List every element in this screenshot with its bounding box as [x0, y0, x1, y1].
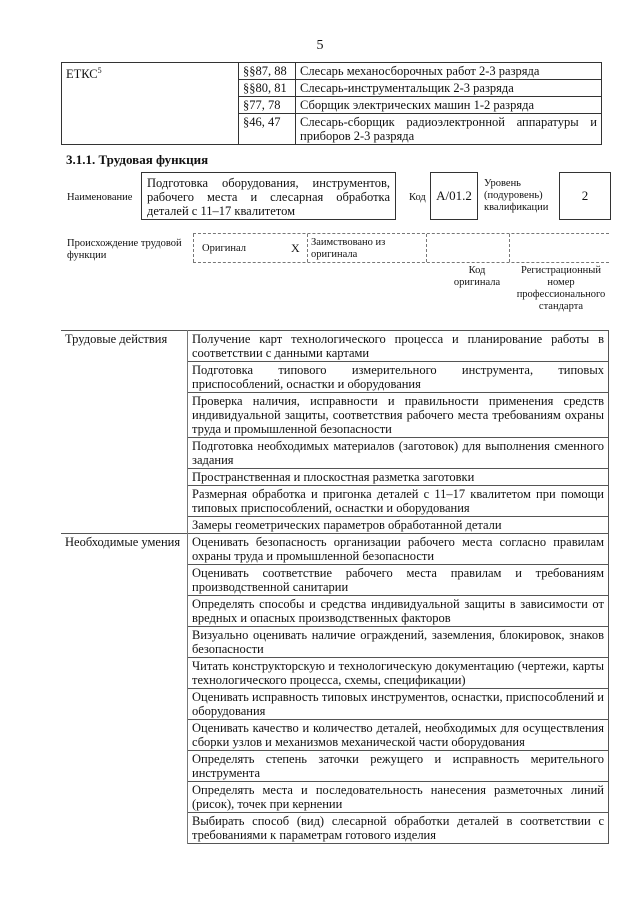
- etks-footnote: 5: [97, 66, 102, 75]
- skills-item: Оценивать соответствие рабочего места правилам и требованиям производственной санитарии: [188, 565, 609, 596]
- code-caption: Код оригинала: [453, 265, 501, 288]
- functions-table: [61, 330, 609, 844]
- skills-item: Читать конструкторскую и технологическую документацию (чертежи, карты технологического процесса, схемы, спецификации): [188, 658, 609, 689]
- divider: [307, 234, 309, 262]
- etks-table: [61, 62, 602, 145]
- etks-code: §§87, 88: [239, 63, 296, 80]
- labor-actions-item: Подготовка необходимых материалов (заготовок) для выполнения сменного задания: [188, 438, 609, 469]
- borrowed-label: Заимствовано из оригинала: [311, 237, 386, 260]
- divider: [426, 234, 428, 262]
- skills-item: Оценивать исправность типовых инструментов, оснастки, приспособлений и оборудования: [188, 689, 609, 720]
- origin-label: Происхождение трудовой функции: [67, 238, 182, 261]
- labor-actions-label: Трудовые действия: [61, 331, 188, 534]
- etks-title: Слесарь-инструментальщик 2-3 разряда: [296, 80, 602, 97]
- labor-actions-item: Размерная обработка и пригонка деталей с 11–17 квалитетом при помощи типовых приспособлений, оснастки и оборудования: [188, 486, 609, 517]
- skills-item: Определять способы и средства индивидуальной защиты в зависимости от вредных и опасных производственных факторов: [188, 596, 609, 627]
- labor-actions-item: Пространственная и плоскостная разметка заготовки: [188, 469, 609, 486]
- skills-item: Оценивать качество и количество деталей, необходимых для осуществления сборки узлов и механизмов механической части оборудования: [188, 720, 609, 751]
- skills-item: Определять места и последовательность нанесения разметочных линий (рисок), точек при кернении: [188, 782, 609, 813]
- level-label: Уровень (подуровень) квалификации: [484, 178, 549, 213]
- original-mark: X: [291, 241, 300, 255]
- divider: [509, 234, 511, 262]
- function-name: Подготовка оборудования, инструментов, рабочего места и слесарная обработка деталей с 11–17 квалитетом: [141, 172, 396, 220]
- skills-item: Определять степень заточки режущего и исправность мерительного инструмента: [188, 751, 609, 782]
- etks-label: ЕТКС: [66, 67, 98, 82]
- skills-label: Необходимые умения: [61, 534, 188, 844]
- divider: [193, 234, 195, 262]
- original-label: Оригинал: [202, 243, 246, 254]
- section-title: 3.1.1. Трудовая функция: [66, 152, 209, 167]
- labor-actions-item: Замеры геометрических параметров обработанной детали: [188, 517, 609, 534]
- table-row: [61, 331, 609, 362]
- etks-title: Сборщик электрических машин 1-2 разряда: [296, 97, 602, 114]
- skills-item: Выбирать способ (вид) слесарной обработки деталей в соответствии с требованиями к параметрам готового изделия: [188, 813, 609, 844]
- etks-label-cell: [62, 63, 239, 145]
- level-value: 2: [559, 172, 611, 220]
- etks-title: Слесарь механосборочных работ 2-3 разряда: [296, 63, 602, 80]
- table-row: [61, 534, 609, 565]
- etks-title: Слесарь-сборщик радиоэлектронной аппаратуры и приборов 2-3 разряда: [296, 114, 602, 145]
- name-label: Наименование: [67, 192, 133, 203]
- origin-row: [193, 233, 609, 263]
- etks-row: [62, 63, 602, 80]
- function-code: A/01.2: [430, 172, 478, 220]
- etks-code: §77, 78: [239, 97, 296, 114]
- labor-actions-item: Подготовка типового измерительного инструмента, типовых приспособлений, оснастки и оборудования: [188, 362, 609, 393]
- labor-actions-item: Проверка наличия, исправности и правильности применения средств индивидуальной защиты, соответствия рабочего места требованиям охраны труда и промышленной безопасности: [188, 393, 609, 438]
- skills-item: Визуально оценивать наличие ограждений, заземления, блокировок, знаков безопасности: [188, 627, 609, 658]
- code-label: Код: [409, 192, 426, 203]
- etks-code: §§80, 81: [239, 80, 296, 97]
- page-number: 5: [316, 38, 324, 53]
- reg-caption: Регистрационный номер профессионального стандарта: [516, 265, 606, 312]
- etks-code: §46, 47: [239, 114, 296, 145]
- labor-actions-item: Получение карт технологического процесса и планирование работы в соответствии с данными картами: [188, 331, 609, 362]
- skills-item: Оценивать безопасность организации рабочего места согласно правилам охраны труда и промышленной безопасности: [188, 534, 609, 565]
